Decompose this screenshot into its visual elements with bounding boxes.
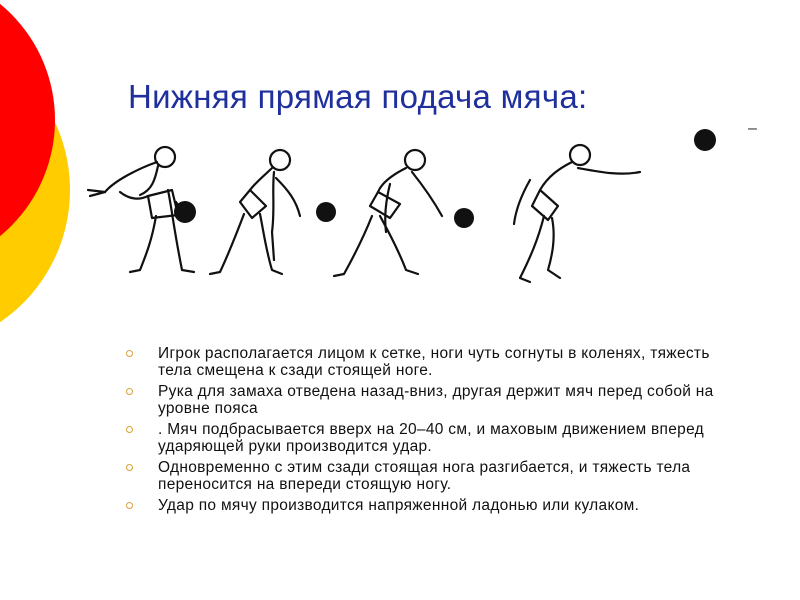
bullet-text: Игрок располагается лицом к сетке, ноги чуть согнуты в коленях, тяжесть тела смещена к сзади стоящей ноге. [158, 345, 710, 379]
bullet-text: Одновременно с этим сзади стоящая нога разгибается, и тяжесть тела переносится на впереди стоящую ногу. [158, 459, 691, 493]
bullet-item [122, 497, 742, 514]
corner-mark: – [748, 120, 757, 137]
bullet-item [122, 459, 742, 493]
ball-2 [316, 202, 336, 222]
slide-title: Нижняя прямая подача мяча: [128, 78, 588, 115]
bullet-list [122, 345, 742, 518]
player-figure-3 [334, 150, 442, 276]
bullet-text: . Мяч подбрасывается вверх на 20–40 см, и маховым движением вперед ударяющей руки производится удар. [158, 421, 705, 455]
hollow-circle-icon [126, 426, 133, 433]
serve-sequence-illustration [60, 120, 750, 310]
bullet-text: Рука для замаха отведена назад-вниз, другая держит мяч перед собой на уровне пояса [158, 383, 714, 417]
player-figure-4 [514, 145, 640, 282]
bullet-item [122, 421, 742, 455]
player-figure-2 [210, 150, 300, 274]
hollow-circle-icon [126, 464, 133, 471]
ball-4 [694, 129, 716, 151]
hollow-circle-icon [126, 388, 133, 395]
ball-3 [454, 208, 474, 228]
bullet-item [122, 383, 742, 417]
hollow-circle-icon [126, 350, 133, 357]
ball-1 [174, 201, 196, 223]
bullet-item [122, 345, 742, 379]
hollow-circle-icon [126, 502, 133, 509]
bullet-text: Удар по мячу производится напряженной ладонью или кулаком. [158, 497, 640, 514]
